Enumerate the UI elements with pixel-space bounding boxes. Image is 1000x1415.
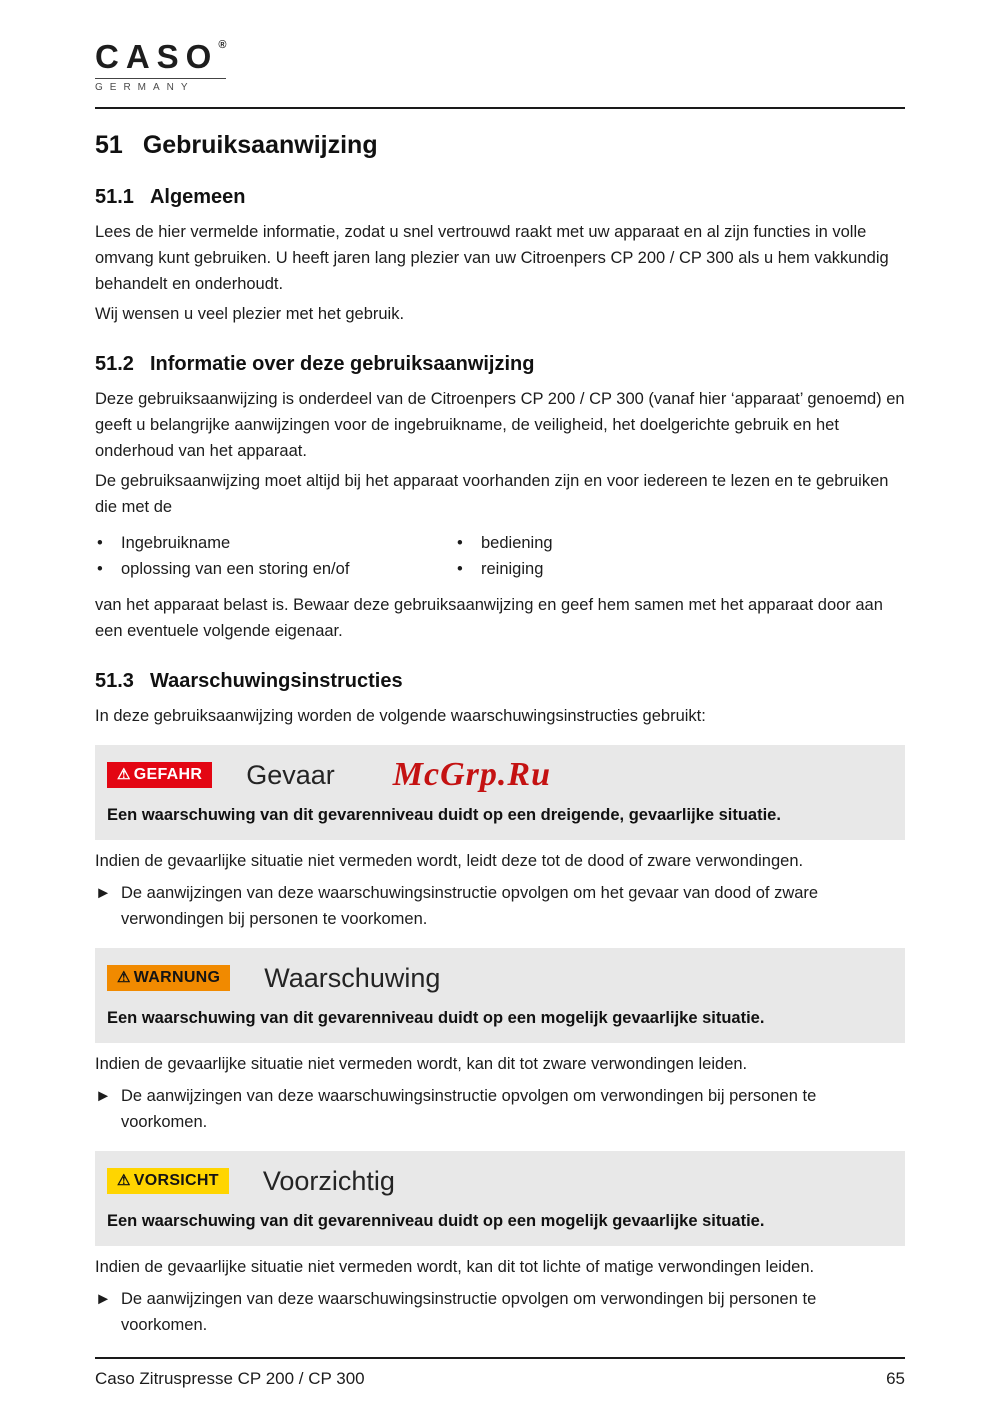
bullet-column-left (95, 530, 455, 582)
section-heading-waarschuwingsinstructies (95, 670, 905, 693)
gefahr-badge (107, 762, 212, 788)
list-item-text: reiniging (481, 560, 544, 578)
footer-product-name: Caso Zitruspresse CP 200 / CP 300 (95, 1369, 365, 1388)
warning-body-text: Indien de gevaarlijke situatie niet vermeden wordt, kan dit tot zware verwondingen leiden. (95, 1055, 748, 1073)
chapter-title (95, 131, 905, 160)
paragraph: Deze gebruiksaanwijzing is onderdeel van de Citroenpers CP 200 / CP 300 (vanaf hier ‘apparaat’ genoemd) en geeft u belangrijke aanwijzingen voor de ingebruikname, de veiligheid, het doelgerichte gebruik en het onderhoud van het apparaat. (95, 390, 905, 460)
page-footer (95, 1357, 905, 1389)
warning-box-warnung (95, 948, 905, 1135)
badge-label: GEFAHR (133, 765, 203, 783)
warnung-badge (107, 965, 230, 991)
section-heading-text: Informatie over deze gebruiksaanwijzing (149, 353, 535, 375)
section-heading-algemeen (95, 186, 905, 209)
warning-bold-text: Een waarschuwing van dit gevarenniveau duidt op een mogelijk gevaarlijke situatie. (107, 1212, 765, 1230)
warning-title: Voorzichtig (262, 1165, 395, 1196)
warning-title: Gevaar (246, 759, 335, 790)
warning-action-text: De aanwijzingen van deze waarschuwingsinstructie opvolgen om verwondingen bij personen te voorkomen. (121, 1290, 817, 1334)
bullet-icon: • (457, 560, 463, 578)
warning-header (107, 957, 893, 999)
paragraph: Lees de hier vermelde informatie, zodat u snel vertrouwd raakt met uw apparaat en al zijn functies in volle omvang kunt gebruiken. U heeft jaren lang plezier van uw Citroenpers CP 200 / CP 300 als u hem vakkundig behandelt en onderhoudt. (95, 223, 889, 293)
registered-trademark-icon: ® (218, 39, 227, 51)
warning-title: Waarschuwing (264, 962, 441, 993)
chapter-title-text: Gebruiksaanwijzing (142, 131, 378, 159)
vorsicht-badge (107, 1168, 229, 1194)
arrow-icon: ► (95, 1087, 112, 1105)
list-item (95, 530, 455, 556)
warning-panel (95, 1151, 905, 1246)
bullet-column-right (455, 530, 553, 582)
section-heading-text: Waarschuwingsinstructies (149, 670, 403, 692)
warning-action (95, 880, 905, 932)
page-content (0, 131, 1000, 1338)
warning-triangle-icon: ⚠ (117, 1172, 131, 1190)
paragraph: In deze gebruiksaanwijzing worden de volgende waarschuwingsinstructies gebruikt: (95, 707, 706, 725)
warning-box-gefahr (95, 745, 905, 932)
warning-action-text: De aanwijzingen van deze waarschuwingsinstructie opvolgen om verwondingen bij personen te voorkomen. (121, 1087, 817, 1131)
warning-action (95, 1286, 905, 1338)
section-number: 51.3 (95, 670, 134, 692)
warning-bold-text: Een waarschuwing van dit gevarenniveau duidt op een mogelijk gevaarlijke situatie. (107, 1009, 765, 1027)
brand-name: CASO (95, 38, 219, 75)
list-item (455, 530, 553, 556)
section-number: 51.1 (95, 186, 134, 208)
warning-action-text: De aanwijzingen van deze waarschuwingsinstructie opvolgen om het gevaar van dood of zware verwondingen bij personen te voorkomen. (121, 884, 819, 928)
section-heading-informatie (95, 353, 905, 376)
list-item (455, 556, 553, 582)
section-number: 51.2 (95, 353, 134, 375)
bullet-icon: • (97, 534, 103, 552)
arrow-icon: ► (95, 1290, 112, 1308)
list-item-text: Ingebruikname (121, 534, 231, 552)
bullet-list (95, 530, 905, 582)
watermark: McGrp.Ru (392, 756, 551, 793)
warning-body-text: Indien de gevaarlijke situatie niet vermeden wordt, leidt deze tot de dood of zware verwondingen. (95, 852, 804, 870)
warning-bold-text: Een waarschuwing van dit gevarenniveau duidt op een dreigende, gevaarlijke situatie. (107, 806, 781, 824)
paragraph: De gebruiksaanwijzing moet altijd bij het apparaat voorhanden zijn en voor iedereen te lezen en te gebruiken die met de (95, 472, 889, 516)
brand-wordmark (95, 40, 226, 73)
warning-body-text: Indien de gevaarlijke situatie niet vermeden wordt, kan dit tot lichte of matige verwondingen leiden. (95, 1258, 815, 1276)
warning-triangle-icon: ⚠ (117, 969, 131, 987)
list-item-text: bediening (481, 534, 553, 552)
warning-panel (95, 745, 905, 840)
paragraph: Wij wensen u veel plezier met het gebruik. (95, 305, 405, 323)
arrow-icon: ► (95, 884, 112, 902)
list-item-text: oplossing van een storing en/of (121, 560, 350, 578)
caso-logo (95, 40, 226, 93)
list-item (95, 556, 455, 582)
badge-label: VORSICHT (133, 1171, 219, 1189)
badge-label: WARNUNG (133, 968, 221, 986)
warning-header (107, 1160, 893, 1202)
paragraph: van het apparaat belast is. Bewaar deze gebruiksaanwijzing en geef hem samen met het apparaat door aan een eventuele volgende eigenaar. (95, 596, 883, 640)
chapter-number: 51 (95, 131, 123, 159)
section-heading-text: Algemeen (149, 186, 246, 208)
brand-country: GERMANY (95, 78, 226, 93)
warning-triangle-icon: ⚠ (117, 766, 131, 784)
warning-action (95, 1083, 905, 1135)
bullet-icon: • (457, 534, 463, 552)
warning-header (107, 754, 893, 796)
header-rule (95, 107, 905, 109)
bullet-icon: • (97, 560, 103, 578)
page-header (0, 0, 1000, 109)
warning-box-vorsicht (95, 1151, 905, 1338)
warning-panel (95, 948, 905, 1043)
footer-page-number: 65 (886, 1369, 905, 1388)
